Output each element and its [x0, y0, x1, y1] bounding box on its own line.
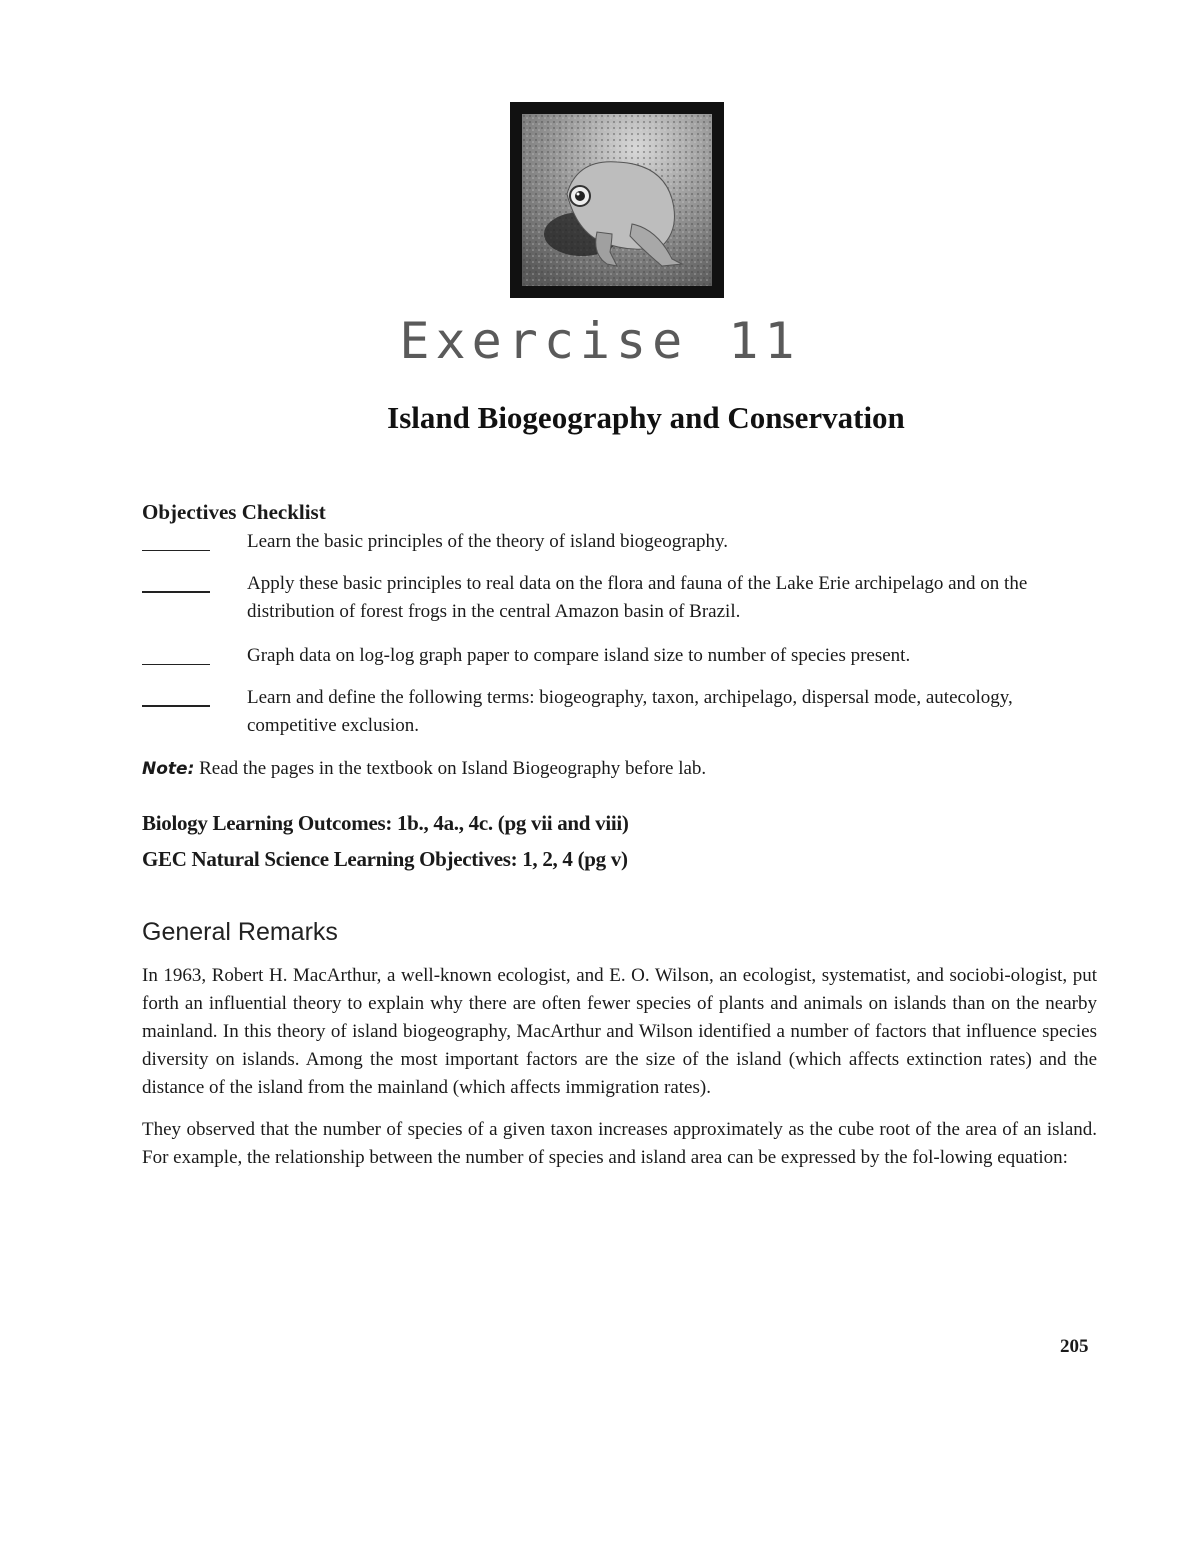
- frog-photo: [510, 102, 724, 298]
- note-text: Read the pages in the textbook on Island Biogeography before lab.: [194, 758, 707, 779]
- objective-text: Graph data on log-log graph paper to compare island size to number of species present.: [247, 645, 911, 666]
- paragraph: They observed that the number of species of a given taxon increases approximately as the cube root of the area of an island. For example, the relationship between the number of species and island area can be expressed by the fol-lowing equation:: [142, 1119, 1097, 1168]
- frog-image: [522, 114, 712, 286]
- page-number: 205: [1060, 1336, 1089, 1357]
- objectives-heading: Objectives Checklist: [142, 500, 326, 524]
- note-label: Note:: [142, 759, 195, 779]
- checklist-blank[interactable]: [142, 591, 210, 593]
- objective-text: Apply these basic principles to real data on the flora and fauna of the Lake Erie archipelago and on the distribution of forest frogs in the central Amazon basin of Brazil.: [247, 573, 1028, 622]
- objective-text: Learn the basic principles of the theory of island biogeography.: [247, 531, 729, 552]
- objective-text: Learn and define the following terms: biogeography, taxon, archipelago, dispersal mode, autecology, competitive exclusion.: [247, 687, 1013, 736]
- checklist-blank[interactable]: [142, 705, 210, 707]
- gec-learning-objectives: GEC Natural Science Learning Objectives: 1, 2, 4 (pg v): [142, 847, 628, 871]
- exercise-title: Exercise 11: [399, 312, 801, 370]
- note: [142, 755, 706, 783]
- checklist-blank[interactable]: [142, 664, 210, 665]
- biology-learning-outcomes: Biology Learning Outcomes: 1b., 4a., 4c. (pg vii and viii): [142, 811, 629, 835]
- checklist-blank[interactable]: [142, 550, 210, 551]
- general-remarks-heading: General Remarks: [142, 918, 338, 946]
- exercise-subtitle: Island Biogeography and Conservation: [387, 400, 905, 435]
- paragraph: In 1963, Robert H. MacArthur, a well-known ecologist, and E. O. Wilson, an ecologist, systematist, and sociobi-ologist, put forth an influential theory to explain why there are often fewer species of plants and animals on islands than on the nearby mainland. In this theory of island biogeography, MacArthur and Wilson identified a number of factors that influence species diversity on islands. Among the most important factors are the size of the island (which affects extinction rates) and the distance of the island from the mainland (which affects immigration rates).: [142, 965, 1097, 1098]
